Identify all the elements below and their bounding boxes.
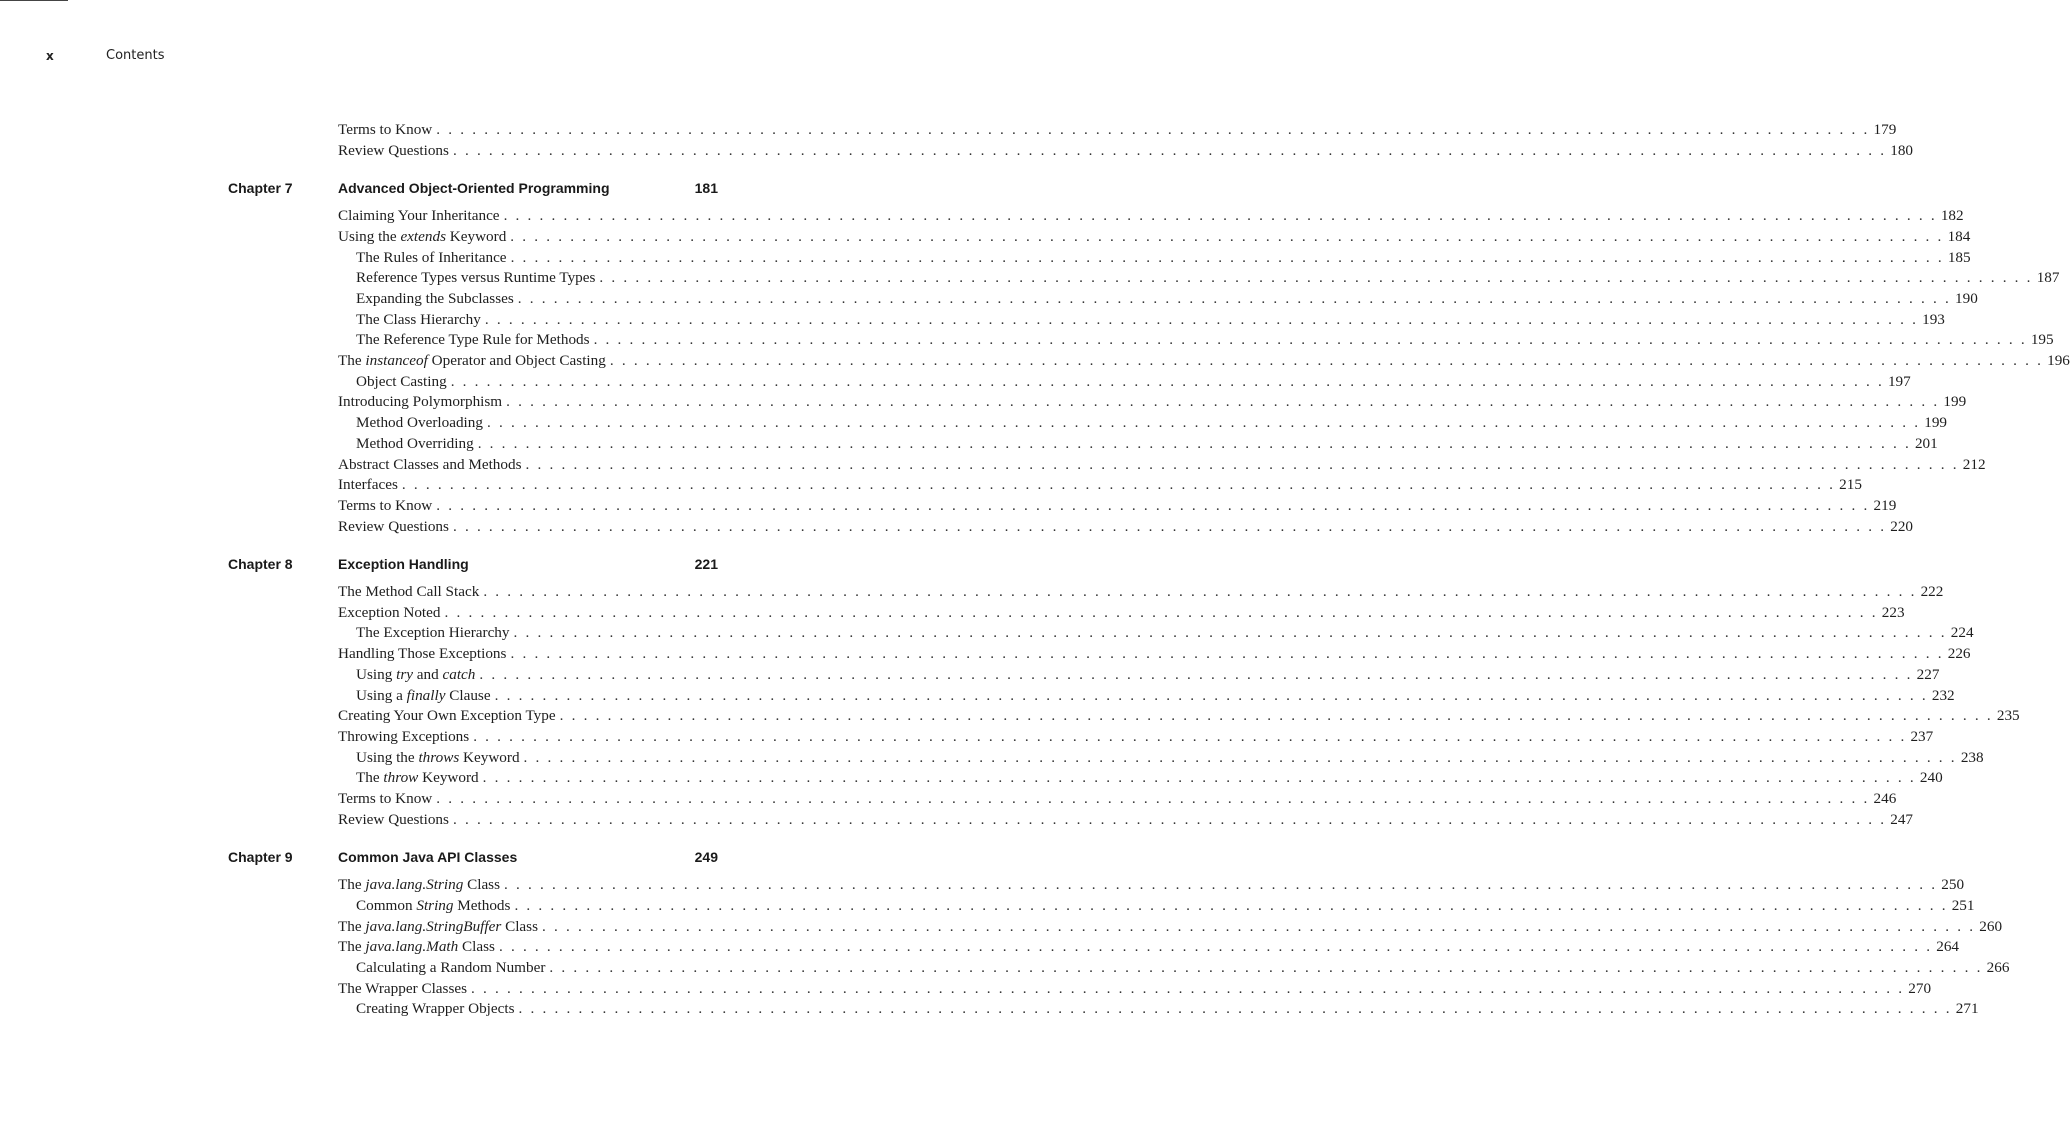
entry-title <box>338 227 506 247</box>
entry-title-part: Review Questions <box>338 810 449 828</box>
entry-title <box>338 517 449 537</box>
entry-title <box>338 206 500 226</box>
entry-title-part: Terms to Know <box>338 496 433 514</box>
toc-entry <box>338 141 1913 161</box>
toc-subentry <box>356 310 1945 330</box>
toc-entry <box>338 979 1932 999</box>
dot-leader: . . . . . . . . . . . . . . . . . . . . . . . . . . . . . . . . . . . . . . . . . . . . . . . . . . . . . . . . . . . . . . . . . . . . . . . . . . . . . . . . . . . . . . . . . . . . . . . . . . . . . . . . . . . . . . . . . . . . . . . . <box>518 1000 1952 1018</box>
toc-entry <box>338 875 1965 895</box>
entry-title-part: Using <box>356 665 397 683</box>
toc-entry <box>338 475 1862 495</box>
dot-leader: . . . . . . . . . . . . . . . . . . . . . . . . . . . . . . . . . . . . . . . . . . . . . . . . . . . . . . . . . . . . . . . . . . . . . . . . . . . . . . . . . . . . . . . . . . . . . . . . . . . . . . . . . . . . . . . . . . . . . . . . <box>444 603 1878 621</box>
entry-page-number: 270 <box>1908 979 1932 997</box>
entry-title-italic-part: catch <box>442 665 476 683</box>
entry-title-part: Review Questions <box>338 141 449 159</box>
toc-entry <box>338 603 1905 623</box>
dot-leader: . . . . . . . . . . . . . . . . . . . . . . . . . . . . . . . . . . . . . . . . . . . . . . . . . . . . . . . . . . . . . . . . . . . . . . . . . . . . . . . . . . . . . . . . . . . . . . . . . . . . . . . . . . . . . . . . . . . . . . . . <box>510 248 1944 266</box>
entry-title-part: The <box>338 876 366 894</box>
dot-leader: . . . . . . . . . . . . . . . . . . . . . . . . . . . . . . . . . . . . . . . . . . . . . . . . . . . . . . . . . . . . . . . . . . . . . . . . . . . . . . . . . . . . . . . . . . . . . . . . . . . . . . . . . . . . . . . . . . . . . . . . <box>452 141 1887 159</box>
dot-leader: . . . . . . . . . . . . . . . . . . . . . . . . . . . . . . . . . . . . . . . . . . . . . . . . . . . . . . . . . . . . . . . . . . . . . . . . . . . . . . . . . . . . . . . . . . . . . . . . . . . . . . . . . . . . . . . . . . . . . . . . <box>549 958 1983 976</box>
dot-leader: . . . . . . . . . . . . . . . . . . . . . . . . . . . . . . . . . . . . . . . . . . . . . . . . . . . . . . . . . . . . . . . . . . . . . . . . . . . . . . . . . . . . . . . . . . . . . . . . . . . . . . . . . . . . . . . . . . . . . . . . <box>482 769 1916 787</box>
entry-page-number: 187 <box>2036 269 2060 287</box>
entry-title-part: Keyword <box>459 748 520 766</box>
dot-leader: . . . . . . . . . . . . . . . . . . . . . . . . . . . . . . . . . . . . . . . . . . . . . . . . . . . . . . . . . . . . . . . . . . . . . . . . . . . . . . . . . . . . . . . . . . . . . . . . . . . . . . . . . . . . . . . . . . . . . . . . <box>525 455 1959 473</box>
dot-leader: . . . . . . . . . . . . . . . . . . . . . . . . . . . . . . . . . . . . . . . . . . . . . . . . . . . . . . . . . . . . . . . . . . . . . . . . . . . . . . . . . . . . . . . . . . . . . . . . . . . . . . . . . . . . . . . . . . . . . . . . <box>477 434 1911 452</box>
entry-title <box>356 768 479 788</box>
dot-leader: . . . . . . . . . . . . . . . . . . . . . . . . . . . . . . . . . . . . . . . . . . . . . . . . . . . . . . . . . . . . . . . . . . . . . . . . . . . . . . . . . . . . . . . . . . . . . . . . . . . . . . . . . . . . . . . . . . . . . . . . <box>599 269 2033 287</box>
toc-subentry <box>356 748 1984 768</box>
entry-title <box>356 413 483 433</box>
entry-page-number: 196 <box>2047 352 2070 369</box>
entry-title-part: Class <box>458 938 495 956</box>
toc-subentry <box>356 896 1975 916</box>
toc-entry <box>338 120 1897 140</box>
toc-entry <box>338 455 1986 475</box>
entry-title-part: Class <box>463 876 501 894</box>
entry-page-number: 247 <box>1890 810 1913 828</box>
entry-page-number: 220 <box>1890 517 1913 535</box>
entry-title-part: Throwing Exceptions <box>338 727 470 745</box>
entry-page-number: 227 <box>1916 665 1940 683</box>
entry-page-number: 197 <box>1887 372 1911 390</box>
entry-title <box>338 644 506 664</box>
entry-title-part: The Method Call Stack <box>338 583 480 600</box>
entry-page-number: 199 <box>1943 393 1967 411</box>
dot-leader: . . . . . . . . . . . . . . . . . . . . . . . . . . . . . . . . . . . . . . . . . . . . . . . . . . . . . . . . . . . . . . . . . . . . . . . . . . . . . . . . . . . . . . . . . . . . . . . . . . . . . . . . . . . . . . . . . . . . . . . . <box>483 583 1917 600</box>
entry-title <box>338 979 467 999</box>
running-title: Contents <box>106 48 165 63</box>
entry-title-part: Introducing Polymorphism <box>338 393 503 411</box>
chapter-title: Exception Handling <box>338 556 469 573</box>
entry-title-part: Keyword <box>445 227 507 245</box>
entry-title-italic-part: finally <box>406 686 446 704</box>
entry-title <box>356 330 590 350</box>
entry-title <box>356 999 515 1019</box>
page-number: x <box>46 49 54 63</box>
toc-subentry <box>356 289 1978 309</box>
entry-title-italic-part: String <box>416 896 454 914</box>
entry-title-part: The <box>338 917 366 935</box>
dot-leader: . . . . . . . . . . . . . . . . . . . . . . . . . . . . . . . . . . . . . . . . . . . . . . . . . . . . . . . . . . . . . . . . . . . . . . . . . . . . . . . . . . . . . . . . . . . . . . . . . . . . . . . . . . . . . . . . . . . . . . . . <box>514 896 1948 914</box>
entry-page-number: 185 <box>1947 248 1971 266</box>
entry-title <box>338 455 522 475</box>
toc-subentry <box>356 248 1971 268</box>
toc-entry <box>338 227 1971 247</box>
entry-page-number: 224 <box>1950 624 1974 642</box>
dot-leader: . . . . . . . . . . . . . . . . . . . . . . . . . . . . . . . . . . . . . . . . . . . . . . . . . . . . . . . . . . . . . . . . . . . . . . . . . . . . . . . . . . . . . . . . . . . . . . . . . . . . . . . . . . . . . . . . . . . . . . . . <box>503 207 1937 225</box>
chapter-heading <box>228 178 718 198</box>
entry-title-part: Using a <box>356 686 407 704</box>
chapter-label: Chapter 9 <box>228 849 293 866</box>
toc-subentry <box>356 665 1940 685</box>
entry-title-part: Exception Noted <box>338 603 441 621</box>
entry-title-part: Interfaces <box>338 476 398 494</box>
entry-title-part: Operator and Object Casting <box>427 352 606 369</box>
entry-title <box>338 789 432 809</box>
entry-title <box>338 351 606 371</box>
entry-title <box>356 310 481 330</box>
dot-leader: . . . . . . . . . . . . . . . . . . . . . . . . . . . . . . . . . . . . . . . . . . . . . . . . . . . . . . . . . . . . . . . . . . . . . . . . . . . . . . . . . . . . . . . . . . . . . . . . . . . . . . . . . . . . . . . . . . . . . . . . <box>450 372 1884 390</box>
entry-title-part: Method Overloading <box>356 414 483 432</box>
entry-page-number: 232 <box>1931 686 1955 704</box>
entry-page-number: 193 <box>1922 310 1945 328</box>
entry-title-part: Terms to Know <box>338 121 433 138</box>
toc-entry <box>338 937 1959 957</box>
entry-title-part: Claiming Your Inheritance <box>338 207 500 225</box>
entry-title-italic-part: throws <box>418 748 460 766</box>
entry-title <box>356 896 510 916</box>
entry-title <box>338 141 449 161</box>
entry-title-part: The Class Hierarchy <box>356 310 481 328</box>
entry-title-part: Method Overriding <box>356 434 474 452</box>
entry-title-part: Class <box>501 917 538 935</box>
entry-title <box>338 875 500 895</box>
entry-title <box>356 623 510 643</box>
entry-title-part: The Wrapper Classes <box>338 979 468 997</box>
toc-entry <box>338 917 2003 937</box>
entry-page-number: 222 <box>1920 583 1944 600</box>
dot-leader: . . . . . . . . . . . . . . . . . . . . . . . . . . . . . . . . . . . . . . . . . . . . . . . . . . . . . . . . . . . . . . . . . . . . . . . . . . . . . . . . . . . . . . . . . . . . . . . . . . . . . . . . . . . . . . . . . . . . . . . . <box>452 810 1887 828</box>
entry-title <box>338 392 502 412</box>
entry-title-part: Expanding the Subclasses <box>356 289 514 307</box>
entry-title-part: Reference Types versus Runtime Types <box>356 269 596 287</box>
entry-page-number: 237 <box>1910 727 1934 745</box>
entry-title <box>356 748 520 768</box>
entry-title-part: Creating Your Own Exception Type <box>338 707 556 725</box>
toc-subentry <box>356 768 1943 788</box>
entry-page-number: 250 <box>1941 876 1965 894</box>
entry-title <box>338 582 479 602</box>
entry-title-italic-part: extends <box>400 227 446 245</box>
entry-title-part: The Rules of Inheritance <box>356 248 507 266</box>
dot-leader: . . . . . . . . . . . . . . . . . . . . . . . . . . . . . . . . . . . . . . . . . . . . . . . . . . . . . . . . . . . . . . . . . . . . . . . . . . . . . . . . . . . . . . . . . . . . . . . . . . . . . . . . . . . . . . . . . . . . . . . . <box>494 686 1928 704</box>
entry-title-part: The Reference Type Rule for Methods <box>356 331 590 349</box>
entry-title-part: Object Casting <box>356 372 447 390</box>
toc-entry <box>338 706 2020 726</box>
entry-title <box>356 665 475 685</box>
toc-subentry <box>356 999 1979 1019</box>
toc-subentry <box>356 413 1948 433</box>
entry-title-part: Methods <box>453 896 511 914</box>
entry-page-number: 179 <box>1873 121 1897 138</box>
entry-title-part: Keyword <box>418 769 479 787</box>
entry-title-italic-part: java.lang.StringBuffer <box>365 917 502 935</box>
dot-leader: . . . . . . . . . . . . . . . . . . . . . . . . . . . . . . . . . . . . . . . . . . . . . . . . . . . . . . . . . . . . . . . . . . . . . . . . . . . . . . . . . . . . . . . . . . . . . . . . . . . . . . . . . . . . . . . . . . . . . . . . <box>452 517 1887 535</box>
dot-leader: . . . . . . . . . . . . . . . . . . . . . . . . . . . . . . . . . . . . . . . . . . . . . . . . . . . . . . . . . . . . . . . . . . . . . . . . . . . . . . . . . . . . . . . . . . . . . . . . . . . . . . . . . . . . . . . . . . . . . . . . <box>436 496 1870 514</box>
toc-subentry <box>356 330 2054 350</box>
entry-page-number: 184 <box>1947 227 1971 245</box>
dot-leader: . . . . . . . . . . . . . . . . . . . . . . . . . . . . . . . . . . . . . . . . . . . . . . . . . . . . . . . . . . . . . . . . . . . . . . . . . . . . . . . . . . . . . . . . . . . . . . . . . . . . . . . . . . . . . . . . . . . . . . . . <box>541 917 1976 935</box>
entry-title-part: Using the <box>356 748 419 766</box>
entry-title-part: Creating Wrapper Objects <box>356 1000 515 1018</box>
dot-leader: . . . . . . . . . . . . . . . . . . . . . . . . . . . . . . . . . . . . . . . . . . . . . . . . . . . . . . . . . . . . . . . . . . . . . . . . . . . . . . . . . . . . . . . . . . . . . . . . . . . . . . . . . . . . . . . . . . . . . . . . <box>609 352 2044 369</box>
entry-title-part: Common <box>356 896 417 914</box>
toc-entry <box>338 810 1913 830</box>
dot-leader: . . . . . . . . . . . . . . . . . . . . . . . . . . . . . . . . . . . . . . . . . . . . . . . . . . . . . . . . . . . . . . . . . . . . . . . . . . . . . . . . . . . . . . . . . . . . . . . . . . . . . . . . . . . . . . . . . . . . . . . . <box>504 876 1938 894</box>
toc-subentry <box>356 686 1955 706</box>
entry-title-part: Terms to Know <box>338 790 433 807</box>
entry-title-italic-part: java.lang.Math <box>365 938 459 956</box>
entry-title <box>338 917 538 937</box>
entry-page-number: 271 <box>1955 1000 1979 1018</box>
entry-title <box>338 810 449 830</box>
entry-title-part: and <box>412 665 443 683</box>
entry-page-number: 180 <box>1890 141 1913 159</box>
entry-title <box>356 686 491 706</box>
toc-entry <box>338 789 1897 809</box>
entry-title-part: The <box>338 938 366 956</box>
chapter-label: Chapter 8 <box>228 556 293 573</box>
entry-page-number: 251 <box>1951 896 1975 914</box>
toc-entry <box>338 727 1934 747</box>
dot-leader: . . . . . . . . . . . . . . . . . . . . . . . . . . . . . . . . . . . . . . . . . . . . . . . . . . . . . . . . . . . . . . . . . . . . . . . . . . . . . . . . . . . . . . . . . . . . . . . . . . . . . . . . . . . . . . . . . . . . . . . . <box>510 645 1944 663</box>
entry-page-number: 240 <box>1919 769 1943 787</box>
toc-subentry <box>356 372 1911 392</box>
entry-page-number: 182 <box>1940 207 1964 225</box>
dot-leader: . . . . . . . . . . . . . . . . . . . . . . . . . . . . . . . . . . . . . . . . . . . . . . . . . . . . . . . . . . . . . . . . . . . . . . . . . . . . . . . . . . . . . . . . . . . . . . . . . . . . . . . . . . . . . . . . . . . . . . . . <box>523 748 1957 766</box>
dot-leader: . . . . . . . . . . . . . . . . . . . . . . . . . . . . . . . . . . . . . . . . . . . . . . . . . . . . . . . . . . . . . . . . . . . . . . . . . . . . . . . . . . . . . . . . . . . . . . . . . . . . . . . . . . . . . . . . . . . . . . . . <box>401 476 1836 494</box>
chapter-page-number: 249 <box>694 849 718 866</box>
dot-leader: . . . . . . . . . . . . . . . . . . . . . . . . . . . . . . . . . . . . . . . . . . . . . . . . . . . . . . . . . . . . . . . . . . . . . . . . . . . . . . . . . . . . . . . . . . . . . . . . . . . . . . . . . . . . . . . . . . . . . . . . <box>517 289 1952 307</box>
dot-leader: . . . . . . . . . . . . . . . . . . . . . . . . . . . . . . . . . . . . . . . . . . . . . . . . . . . . . . . . . . . . . . . . . . . . . . . . . . . . . . . . . . . . . . . . . . . . . . . . . . . . . . . . . . . . . . . . . . . . . . . . <box>479 665 1913 683</box>
toc-entry <box>338 496 1897 516</box>
entry-title-part: The Exception Hierarchy <box>356 624 510 642</box>
entry-page-number: 223 <box>1881 603 1905 621</box>
chapter-page-number: 181 <box>694 180 718 197</box>
entry-title <box>338 706 556 726</box>
entry-title <box>338 120 432 140</box>
entry-title <box>356 372 447 392</box>
dot-leader: . . . . . . . . . . . . . . . . . . . . . . . . . . . . . . . . . . . . . . . . . . . . . . . . . . . . . . . . . . . . . . . . . . . . . . . . . . . . . . . . . . . . . . . . . . . . . . . . . . . . . . . . . . . . . . . . . . . . . . . . <box>559 707 1993 725</box>
chapter-page-number: 221 <box>694 556 718 573</box>
entry-page-number: 212 <box>1962 455 1986 473</box>
entry-title <box>356 248 507 268</box>
toc-entry <box>338 351 2070 371</box>
chapter-heading <box>228 847 718 867</box>
entry-title <box>338 475 398 495</box>
toc-subentry <box>356 958 2010 978</box>
entry-title <box>338 727 469 747</box>
entry-title <box>356 434 474 454</box>
entry-page-number: 199 <box>1924 414 1948 432</box>
chapter-heading <box>228 554 718 574</box>
entry-title-italic-part: java.lang.String <box>365 876 464 894</box>
dot-leader: . . . . . . . . . . . . . . . . . . . . . . . . . . . . . . . . . . . . . . . . . . . . . . . . . . . . . . . . . . . . . . . . . . . . . . . . . . . . . . . . . . . . . . . . . . . . . . . . . . . . . . . . . . . . . . . . . . . . . . . . <box>484 310 1919 328</box>
entry-page-number: 238 <box>1960 748 1984 766</box>
entry-title <box>338 603 441 623</box>
toc-entry <box>338 206 1964 226</box>
chapter-title: Common Java API Classes <box>338 849 518 866</box>
entry-title <box>356 289 514 309</box>
entry-title <box>356 268 595 288</box>
entry-title <box>356 958 545 978</box>
entry-title-italic-part: instanceof <box>365 352 428 369</box>
entry-title-italic-part: try <box>396 665 413 683</box>
toc-entry <box>338 517 1913 537</box>
entry-page-number: 215 <box>1839 476 1862 494</box>
dot-leader: . . . . . . . . . . . . . . . . . . . . . . . . . . . . . . . . . . . . . . . . . . . . . . . . . . . . . . . . . . . . . . . . . . . . . . . . . . . . . . . . . . . . . . . . . . . . . . . . . . . . . . . . . . . . . . . . . . . . . . . . <box>506 393 1940 411</box>
corner-crop-line <box>0 0 68 1</box>
entry-title <box>338 496 432 516</box>
entry-page-number: 190 <box>1955 289 1978 307</box>
dot-leader: . . . . . . . . . . . . . . . . . . . . . . . . . . . . . . . . . . . . . . . . . . . . . . . . . . . . . . . . . . . . . . . . . . . . . . . . . . . . . . . . . . . . . . . . . . . . . . . . . . . . . . . . . . . . . . . . . . . . . . . . <box>498 938 1933 956</box>
entry-page-number: 246 <box>1873 790 1897 807</box>
dot-leader: . . . . . . . . . . . . . . . . . . . . . . . . . . . . . . . . . . . . . . . . . . . . . . . . . . . . . . . . . . . . . . . . . . . . . . . . . . . . . . . . . . . . . . . . . . . . . . . . . . . . . . . . . . . . . . . . . . . . . . . . <box>593 331 2027 349</box>
toc-subentry <box>356 623 1974 643</box>
entry-title-part: The <box>338 352 366 369</box>
entry-page-number: 260 <box>1979 917 2003 935</box>
entry-title-part: The <box>356 769 384 787</box>
toc-entry <box>338 644 1971 664</box>
dot-leader: . . . . . . . . . . . . . . . . . . . . . . . . . . . . . . . . . . . . . . . . . . . . . . . . . . . . . . . . . . . . . . . . . . . . . . . . . . . . . . . . . . . . . . . . . . . . . . . . . . . . . . . . . . . . . . . . . . . . . . . . <box>436 121 1870 138</box>
dot-leader: . . . . . . . . . . . . . . . . . . . . . . . . . . . . . . . . . . . . . . . . . . . . . . . . . . . . . . . . . . . . . . . . . . . . . . . . . . . . . . . . . . . . . . . . . . . . . . . . . . . . . . . . . . . . . . . . . . . . . . . . <box>471 979 1905 997</box>
entry-page-number: 219 <box>1873 496 1897 514</box>
entry-title-part: Review Questions <box>338 517 449 535</box>
toc-entry <box>338 392 1967 412</box>
entry-title-part: Clause <box>445 686 491 704</box>
entry-page-number: 235 <box>1996 707 2020 725</box>
entry-page-number: 226 <box>1947 645 1971 663</box>
entry-page-number: 201 <box>1914 434 1938 452</box>
dot-leader: . . . . . . . . . . . . . . . . . . . . . . . . . . . . . . . . . . . . . . . . . . . . . . . . . . . . . . . . . . . . . . . . . . . . . . . . . . . . . . . . . . . . . . . . . . . . . . . . . . . . . . . . . . . . . . . . . . . . . . . . <box>513 624 1947 642</box>
entry-title-part: Handling Those Exceptions <box>338 645 507 663</box>
entry-page-number: 195 <box>2030 331 2054 349</box>
toc-entry <box>338 582 1944 602</box>
entry-title-part: Calculating a Random Number <box>356 958 546 976</box>
entry-page-number: 266 <box>1986 958 2010 976</box>
entry-title <box>338 937 495 957</box>
dot-leader: . . . . . . . . . . . . . . . . . . . . . . . . . . . . . . . . . . . . . . . . . . . . . . . . . . . . . . . . . . . . . . . . . . . . . . . . . . . . . . . . . . . . . . . . . . . . . . . . . . . . . . . . . . . . . . . . . . . . . . . . <box>486 414 1921 432</box>
entry-title-part: Abstract Classes and Methods <box>338 455 522 473</box>
dot-leader: . . . . . . . . . . . . . . . . . . . . . . . . . . . . . . . . . . . . . . . . . . . . . . . . . . . . . . . . . . . . . . . . . . . . . . . . . . . . . . . . . . . . . . . . . . . . . . . . . . . . . . . . . . . . . . . . . . . . . . . . <box>510 227 1944 245</box>
entry-title-italic-part: throw <box>383 769 419 787</box>
entry-page-number: 264 <box>1936 938 1959 956</box>
chapter-title: Advanced Object-Oriented Programming <box>338 180 610 197</box>
chapter-label: Chapter 7 <box>228 180 293 197</box>
toc-subentry <box>356 268 2060 288</box>
toc-subentry <box>356 434 1938 454</box>
dot-leader: . . . . . . . . . . . . . . . . . . . . . . . . . . . . . . . . . . . . . . . . . . . . . . . . . . . . . . . . . . . . . . . . . . . . . . . . . . . . . . . . . . . . . . . . . . . . . . . . . . . . . . . . . . . . . . . . . . . . . . . . <box>436 790 1870 807</box>
dot-leader: . . . . . . . . . . . . . . . . . . . . . . . . . . . . . . . . . . . . . . . . . . . . . . . . . . . . . . . . . . . . . . . . . . . . . . . . . . . . . . . . . . . . . . . . . . . . . . . . . . . . . . . . . . . . . . . . . . . . . . . . <box>473 727 1907 745</box>
entry-title-part: Using the <box>338 227 401 245</box>
